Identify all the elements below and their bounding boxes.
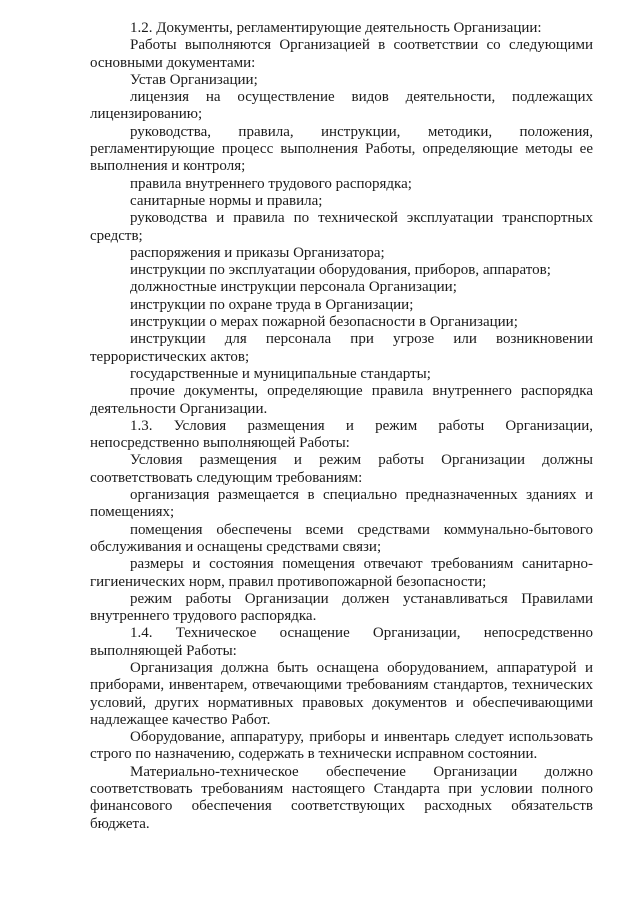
section-heading-1-3: 1.3. Условия размещения и режим работы Организации, непосредственно выполняющей Работы: xyxy=(90,417,593,452)
paragraph: Оборудование, аппаратуру, приборы и инвентарь следует использовать строго по назначению, содержать в технически исправном состоянии. xyxy=(90,729,593,763)
section-heading-1-4: 1.4. Техническое оснащение Организации, непосредственно выполняющей Работы: xyxy=(90,625,593,659)
list-item: Устав Организации; xyxy=(130,71,258,88)
list-item: санитарные нормы и правила; xyxy=(130,192,323,209)
paragraph: Организация должна быть оснащена оборудованием, аппаратурой и приборами, инвентарем, отвечающими требованиям стандартов, технических условий, других нормативных правовых документов и обеспечивающими надлежащее качество Работ. xyxy=(90,659,593,728)
list-item: организация размещается в специально предназначенных зданиях и помещениях; xyxy=(90,487,593,521)
list-item: размеры и состояния помещения отвечают требованиям санитарно-гигиенических норм, правил противопожарной безопасности; xyxy=(90,556,593,590)
list-item: инструкции о мерах пожарной безопасности в Организации; xyxy=(130,314,518,331)
list-item: инструкции по охране труда в Организации; xyxy=(130,296,414,313)
list-item: инструкции для персонала при угрозе или возникновении террористических актов; xyxy=(90,331,593,365)
list-item: лицензия на осуществление видов деятельности, подлежащих лицензированию; xyxy=(90,89,593,123)
paragraph: Работы выполняются Организацией в соответствии со следующими основными документами: xyxy=(90,37,593,71)
paragraph: Условия размещения и режим работы Организации должны соответствовать следующим требованиям: xyxy=(90,452,593,486)
list-item: инструкции по эксплуатации оборудования, приборов, аппаратов; xyxy=(130,262,551,279)
list-item: помещения обеспечены всеми средствами коммунально-бытового обслуживания и оснащены средствами связи; xyxy=(90,521,593,555)
list-item: государственные и муниципальные стандарты; xyxy=(130,365,431,382)
list-item: руководства, правила, инструкции, методики, положения, регламентирующие процесс выполнения Работы, определяющие методы ее выполнения и контроля; xyxy=(90,123,593,175)
list-item: прочие документы, определяющие правила внутреннего распорядка деятельности Организации. xyxy=(90,383,593,417)
list-item: должностные инструкции персонала Организации; xyxy=(130,279,457,296)
document-body xyxy=(90,20,593,833)
list-item: режим работы Организации должен устанавливаться Правилами внутреннего трудового распорядка. xyxy=(90,590,593,625)
list-item: руководства и правила по технической эксплуатации транспортных средств; xyxy=(90,210,593,244)
list-item: распоряжения и приказы Организатора; xyxy=(130,244,385,261)
list-item: правила внутреннего трудового распорядка; xyxy=(130,175,412,192)
paragraph: Материально-техническое обеспечение Организации должно соответствовать требованиям настоящего Стандарта при условии полного финансового обеспечения соответствующих расходных обязательств бюджета. xyxy=(90,763,593,832)
section-heading-1-2: 1.2. Документы, регламентирующие деятельность Организации: xyxy=(130,20,542,36)
